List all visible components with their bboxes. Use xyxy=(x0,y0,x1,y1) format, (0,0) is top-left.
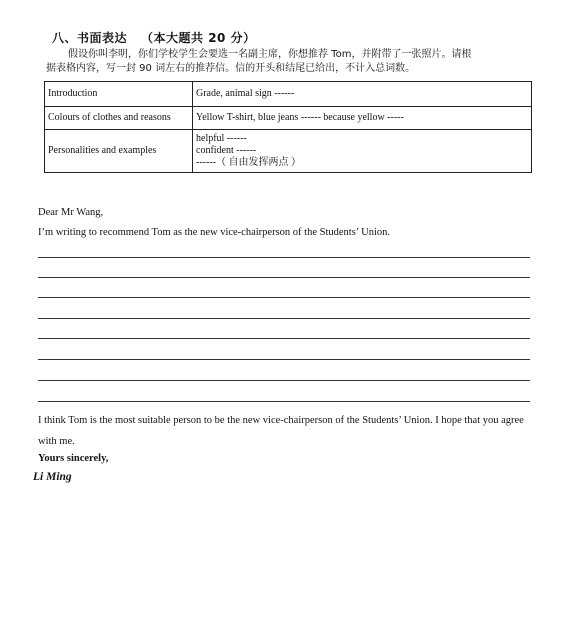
personality-item: helpful ------ xyxy=(196,133,247,144)
row-content: Grade, animal sign ------ xyxy=(193,82,532,107)
letter-signature: Li Ming xyxy=(33,471,72,483)
letter-closing: I think Tom is the most suitable person to be the new vice-chairperson of the Students’ Union. I hope that you agree with me. xyxy=(38,415,524,447)
writing-line[interactable] xyxy=(38,359,530,360)
section-heading: 八、书面表达 xyxy=(52,31,128,45)
info-table xyxy=(44,81,532,173)
row-content xyxy=(193,130,532,173)
instruction-line-1: 假设你叫李明，你们学校学生会要选一名副主席，你想推荐 Tom，并附带了一张照片。请根 xyxy=(68,49,472,60)
writing-line[interactable] xyxy=(38,318,530,319)
row-content: Yellow T-shirt, blue jeans ------ because yellow ----- xyxy=(193,107,532,130)
table-row xyxy=(45,82,532,107)
personality-item: confident ------ xyxy=(196,145,257,156)
letter-opening: I’m writing to recommend Tom as the new vice-chairperson of the Students’ Union. xyxy=(38,227,390,238)
row-label: Introduction xyxy=(45,82,193,107)
row-label: Colours of clothes and reasons xyxy=(45,107,193,130)
letter-sign-off: Yours sincerely, xyxy=(38,453,109,464)
instruction-line-2: 据表格内容，写一封 90 词左右的推荐信。信的开头和结尾已给出，不计入总词数。 xyxy=(46,63,416,74)
table-row xyxy=(45,130,532,173)
writing-line[interactable] xyxy=(38,257,530,258)
writing-line[interactable] xyxy=(38,401,530,402)
section-score-note: （本大题共 20 分） xyxy=(141,31,256,45)
writing-line[interactable] xyxy=(38,277,530,278)
row-label: Personalities and examples xyxy=(45,130,193,173)
personality-item: ------（ 自由发挥两点 ） xyxy=(196,157,301,168)
table-row xyxy=(45,107,532,130)
writing-line[interactable] xyxy=(38,338,530,339)
section-title xyxy=(52,29,256,46)
writing-line[interactable] xyxy=(38,380,530,381)
writing-line[interactable] xyxy=(38,297,530,298)
letter-greeting: Dear Mr Wang, xyxy=(38,207,104,218)
